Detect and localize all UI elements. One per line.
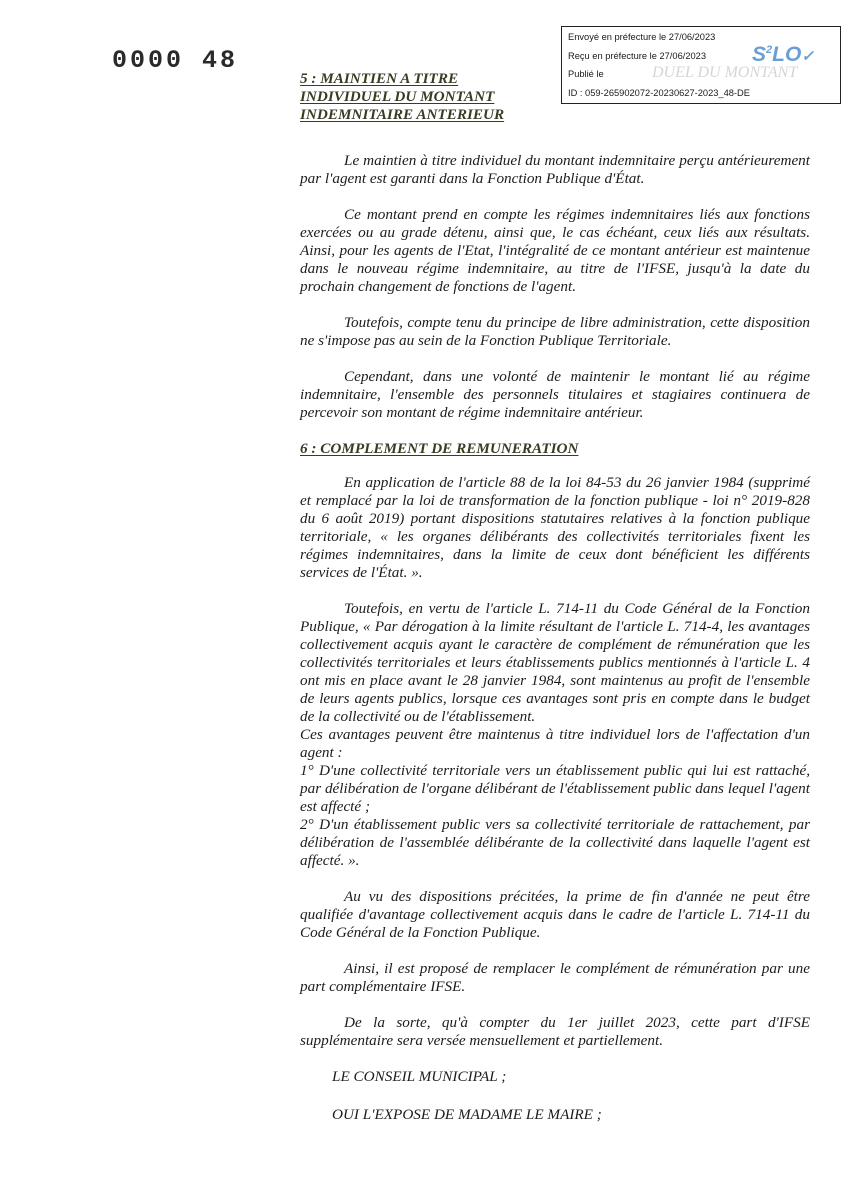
paragraph: Ce montant prend en compte les régimes indemnitaires liés aux fonctions exercées ou au grade détenu, ainsi que, le cas échéant, ceux liés aux résultats. Ainsi, pour les agents de l'Etat, l'intégralité de ce montant antérieur est maintenue dans le nouveau régime indemnitaire, au titre de l'IFSE, jusqu'à la date du prochain changement de fonctions de l'agent. — [300, 206, 810, 295]
stamp-recu: Reçu en préfecture le 27/06/2023 — [568, 51, 707, 61]
closing-expose: OUI L'EXPOSE DE MADAME LE MAIRE ; — [332, 1106, 602, 1123]
page-number: 0000 48 — [112, 46, 239, 75]
paragraph: Cependant, dans une volonté de maintenir le montant lié au régime indemnitaire, l'ensemble des personnels titulaires et stagiaires continuera de percevoir son montant de régime indemnitaire antérieur. — [300, 368, 810, 421]
closing-conseil: LE CONSEIL MUNICIPAL ; — [332, 1068, 507, 1085]
list-item: 1° D'une collectivité territoriale vers un établissement public qui lui est rattaché, par délibération de l'organe délibérant de l'établissement public dans lequel l'agent est affecté ; — [300, 762, 810, 815]
stamp-publie: Publié le — [568, 69, 604, 79]
stamp-id: ID : 059-265902072-20230627-2023_48-DE — [568, 88, 750, 98]
paragraph: Toutefois, en vertu de l'article L. 714-11 du Code Général de la Fonction Publique, « Par dérogation à la limite résultant de l'article L. 714-4, les avantages collectivement acquis ayant le caractère de complément de rémunération que les collectivités territoriales et leurs établissements publics mentionnés à l'article L. 4 ont mis en place avant le 28 janvier 1984, sont maintenus au profit de l'ensemble de leurs agents publics, lorsque ces avantages sont pris en compte dans le budget de la collectivité ou de l'établissement. — [300, 600, 810, 725]
list-item: 2° D'un établissement public vers sa collectivité territoriale de rattachement, par délibération de l'assemblée délibérante de la collectivité dans laquelle l'agent est affecté. ». — [300, 816, 810, 869]
paragraph: Ainsi, il est proposé de remplacer le complément de rémunération par une part complémentaire IFSE. — [300, 960, 810, 995]
section-5-title: 5 : MAINTIEN A TITRE INDIVIDUEL DU MONTANT INDEMNITAIRE ANTERIEUR — [300, 70, 505, 123]
paragraph: En application de l'article 88 de la loi 84-53 du 26 janvier 1984 (supprimé et remplacé par la loi de transformation de la fonction publique - loi n° 2019-828 du 6 août 2019) portant dispositions statutaires relatives à la fonction publique territoriale, « les organes délibérants des collectivités territoriales fixent les régimes indemnitaires, dans la limite de ceux dont bénéficient les différents services de l'État. ». — [300, 474, 810, 581]
paragraph: De la sorte, qu'à compter du 1er juillet 2023, cette part d'IFSE supplémentaire sera versée mensuellement et partiellement. — [300, 1014, 810, 1049]
slo-logo: $S^2LO✓$ — [752, 43, 814, 66]
section-6-title: 6 : COMPLEMENT DE REMUNERATION — [300, 440, 579, 457]
paragraph: Ces avantages peuvent être maintenus à titre individuel lors de l'affectation d'un agent : — [300, 726, 810, 761]
paragraph: Toutefois, compte tenu du principe de libre administration, cette disposition ne s'impose pas au sein de la Fonction Publique Territoriale. — [300, 314, 810, 349]
document-body — [300, 65, 810, 1144]
stamp-ghost-text: DUEL DU MONTANT — [652, 64, 798, 81]
paragraph: Au vu des dispositions précitées, la prime de fin d'année ne peut être qualifiée d'avantage collectivement acquis dans le cadre de l'article L. 714-11 du Code Général de la Fonction Publique. — [300, 888, 810, 941]
paragraph: Le maintien à titre individuel du montant indemnitaire perçu antérieurement par l'agent est garanti dans la Fonction Publique d'État. — [300, 152, 810, 187]
stamp-envoye: Envoyé en préfecture le 27/06/2023 — [568, 32, 716, 42]
